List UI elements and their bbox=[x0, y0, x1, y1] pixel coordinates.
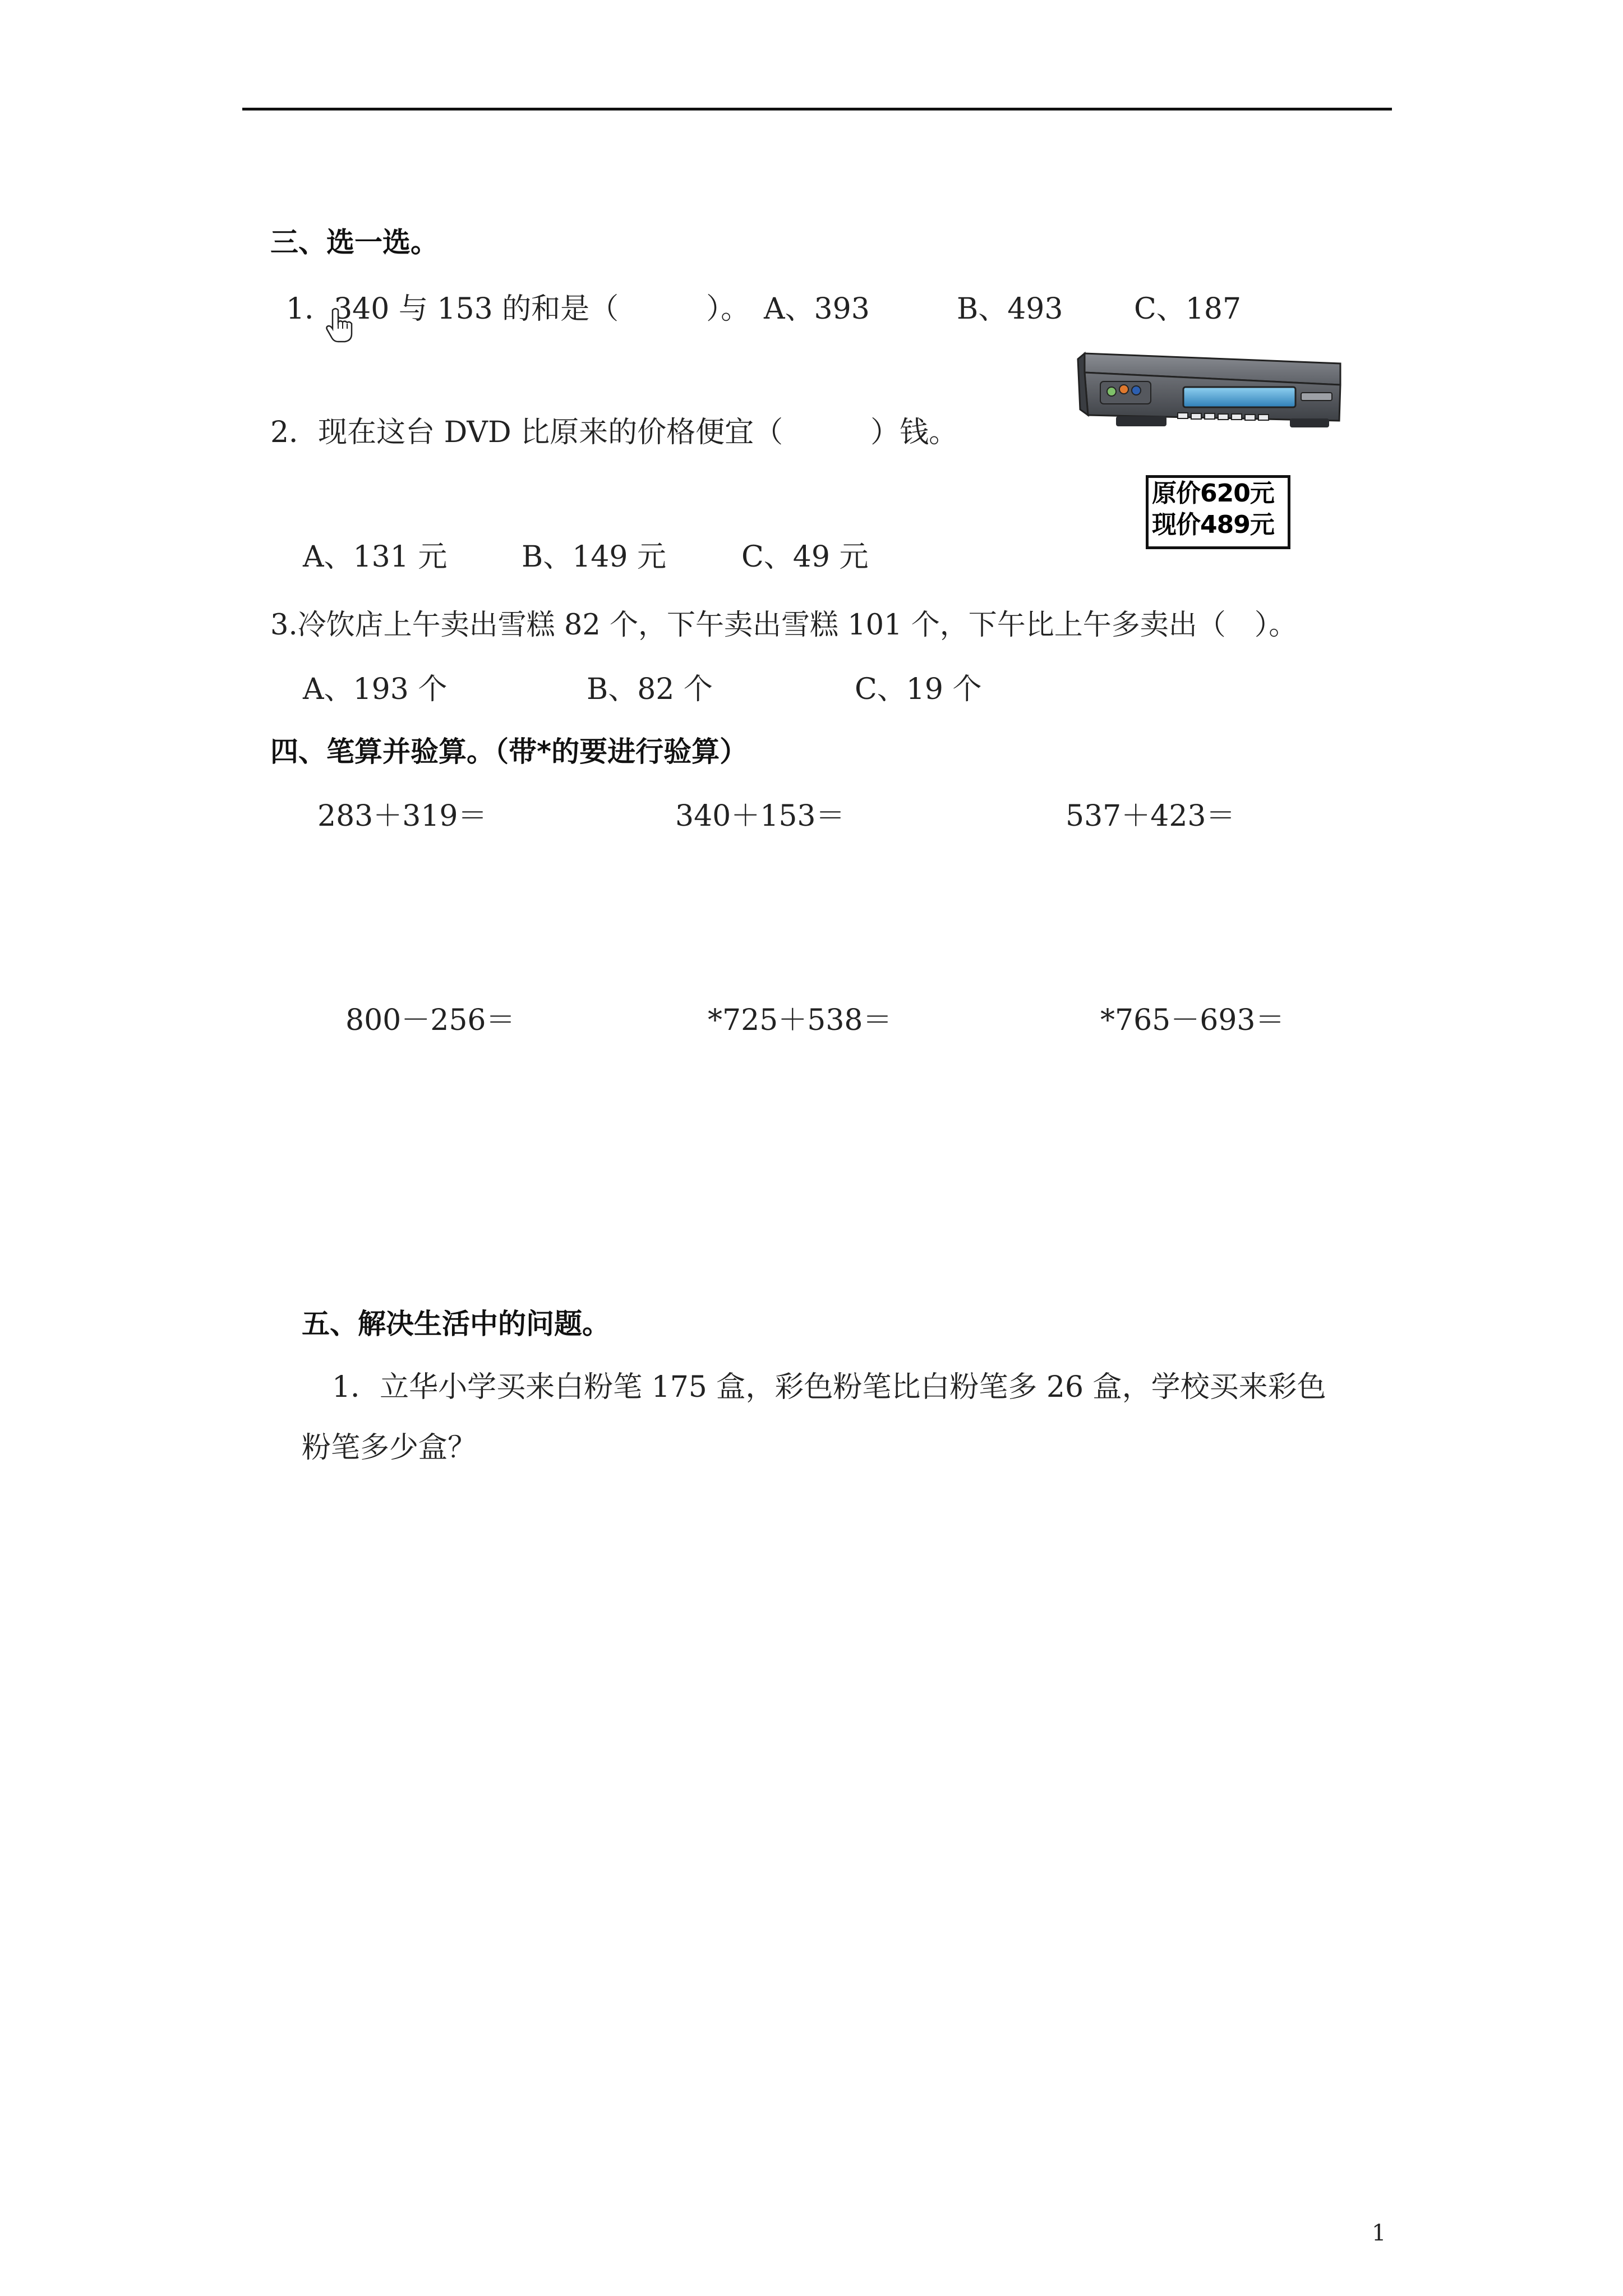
section-3-heading: 三、选一选。 bbox=[270, 226, 439, 259]
question-3-option-b: B、82 个 bbox=[587, 673, 713, 706]
original-price: 原价620元 bbox=[1152, 479, 1274, 508]
section-4-heading: 四、笔算并验算。（带*的要进行验算） bbox=[270, 735, 748, 768]
question-3-option-a: A、193 个 bbox=[303, 673, 448, 706]
question-2-option-b: B、149 元 bbox=[522, 540, 666, 574]
question-3-option-c: C、19 个 bbox=[855, 673, 982, 706]
price-tag bbox=[1146, 475, 1290, 549]
current-price: 现价489元 bbox=[1152, 510, 1274, 539]
question-1-option-a: A、393 bbox=[764, 292, 870, 326]
question-3-text: 3.冷饮店上午卖出雪糕 82 个，下午卖出雪糕 101 个，下午比上午多卖出（ ）。 bbox=[270, 609, 1298, 642]
header-rule bbox=[242, 108, 1392, 111]
calc-problem: 340＋153＝ bbox=[675, 799, 845, 833]
calc-problem: *725＋538＝ bbox=[708, 1004, 892, 1037]
question-1-option-c: C、187 bbox=[1134, 292, 1242, 326]
dvd-player-image bbox=[1077, 348, 1346, 438]
question-1-text: 1．340 与 153 的和是（ ）。 bbox=[286, 292, 750, 326]
calc-problem: 537＋423＝ bbox=[1066, 799, 1235, 833]
question-2-option-c: C、49 元 bbox=[741, 540, 869, 574]
question-2-text: 2．现在这台 DVD 比原来的价格便宜（ ）钱。 bbox=[270, 416, 958, 449]
word-problem-line-2: 粉笔多少盒？ bbox=[302, 1431, 477, 1465]
calc-problem: 800－256＝ bbox=[345, 1004, 515, 1037]
calc-problem: 283＋319＝ bbox=[317, 799, 487, 833]
hand-cursor-icon bbox=[325, 307, 353, 343]
question-2-option-a: A、131 元 bbox=[303, 540, 448, 574]
calc-problem: *765－693＝ bbox=[1100, 1004, 1285, 1037]
section-5-heading: 五、解决生活中的问题。 bbox=[302, 1308, 610, 1340]
word-problem-line-1: 1．立华小学买来白粉笔 175 盒，彩色粉笔比白粉笔多 26 盒，学校买来彩色 bbox=[332, 1370, 1326, 1404]
question-1-option-b: B、493 bbox=[957, 292, 1063, 326]
page-number: 1 bbox=[1372, 2220, 1386, 2246]
